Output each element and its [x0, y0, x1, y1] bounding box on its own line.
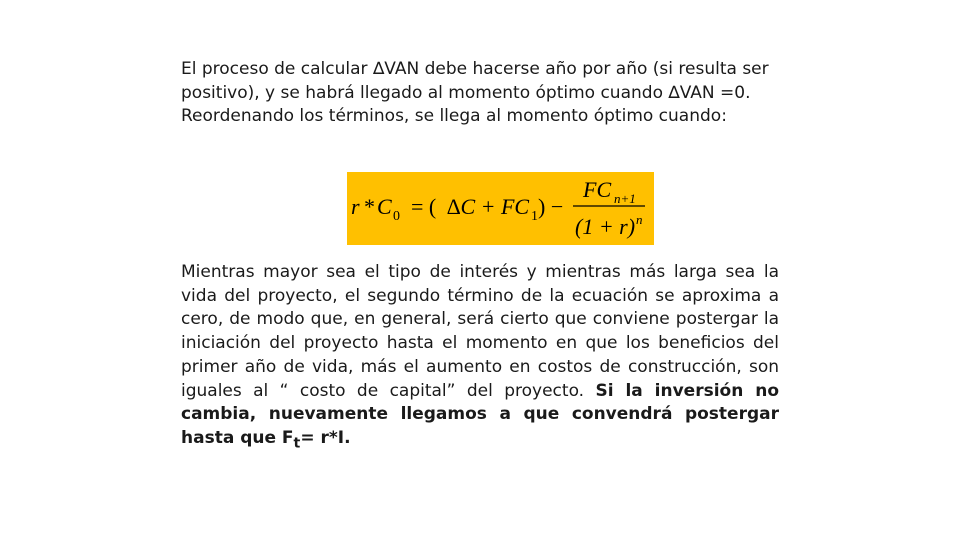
explanation-paragraph: [181, 261, 779, 456]
formula-r: r: [351, 194, 360, 219]
formula-numerator-sub: n+1: [614, 191, 636, 206]
formula-c-sub: 0: [393, 209, 400, 224]
formula-close-minus: ) −: [538, 194, 564, 219]
formula-svg: [347, 172, 654, 245]
formula-denominator: (1 + r): [575, 214, 636, 239]
explanation-text: Mientras mayor sea el tipo de interés y mientras más larga sea la vida del proyecto, el segundo término de la ecuación se aproxima a cero, de modo que, en general, será cierto que conviene postergar la iniciación del proyecto hasta el momento en que los beneficios del primer año de vida, más el aumento en costos de construcción, son iguales al “ costo de capital” del proyecto.: [181, 262, 779, 401]
formula-denominator-exp: n: [636, 212, 643, 227]
formula-c: C: [377, 194, 392, 219]
formula-numerator: FC: [583, 177, 612, 202]
formula-star: *: [364, 194, 375, 219]
formula-eq-open: = (: [411, 194, 437, 219]
formula-box: [347, 172, 654, 245]
conclusion-main: Si la inversión no cambia, nuevamente llegamos a que convendrá postergar hasta que F: [181, 380, 780, 448]
conclusion-end: = r*I.: [300, 427, 351, 448]
conclusion-subscript: t: [293, 435, 301, 452]
formula-delta-c: ∆C + FC: [447, 194, 530, 219]
intro-paragraph: El proceso de calcular ∆VAN debe hacerse año por año (si resulta ser positivo), y se habrá llegado al momento óptimo cuando ∆VAN =0. Reordenando los términos, se llega al momento óptimo cuando:: [181, 59, 769, 127]
formula-fc-sub: 1: [531, 209, 538, 224]
